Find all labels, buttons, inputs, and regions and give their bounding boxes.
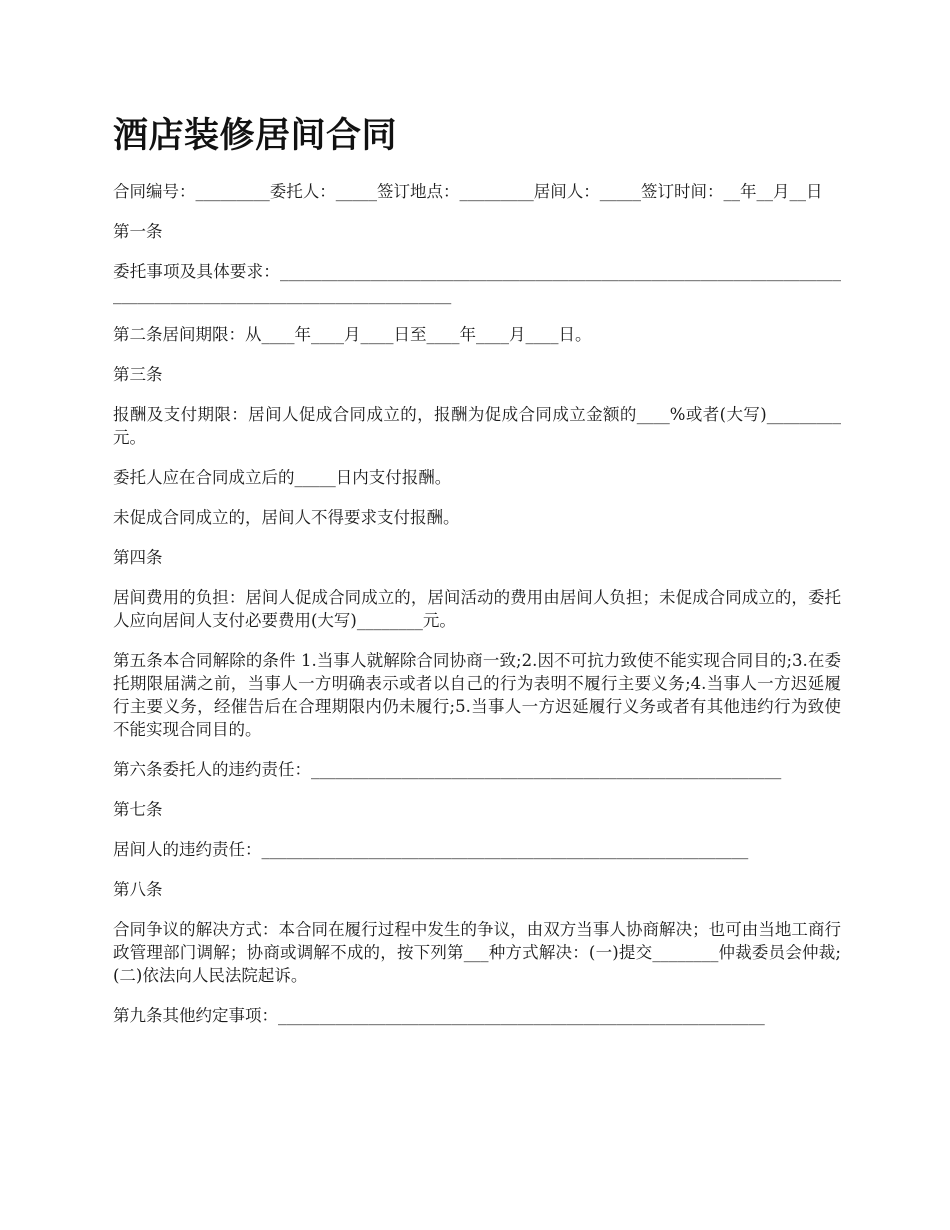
article-3-no-fee-clause: 未促成合同成立的，居间人不得要求支付报酬。 (113, 508, 460, 527)
article-8-content: 合同争议的解决方式：本合同在履行过程中发生的争议，由双方当事人协商解决；也可由当地工商行政管理部门调解；协商或调解不成的，按下列第___种方式解决：(一)提交________仲裁委员会仲裁;(二)依法向人民法院起诉。 (113, 920, 841, 985)
article-3-heading: 第三条 (113, 365, 163, 384)
article-1-content: 委托事项及具体要求：_____________________________________________________________________________________________________________ (113, 262, 841, 304)
article-4-content: 居间费用的负担：居间人促成合同成立的，居间活动的费用由居间人负担；未促成合同成立的，委托人应向居间人支付必要费用(大写)________元。 (113, 588, 841, 630)
document-title: 酒店装修居间合同 (113, 115, 398, 156)
article-3-payment-deadline: 委托人应在合同成立后的_____日内支付报酬。 (113, 468, 452, 487)
article-7-heading: 第七条 (113, 800, 163, 819)
document-page (113, 112, 841, 1044)
article-8-heading: 第八条 (113, 880, 163, 899)
article-1-heading: 第一条 (113, 222, 163, 241)
article-7-content: 居间人的违约责任：___________________________________________________________ (113, 840, 749, 859)
article-3-payment-terms: 报酬及支付期限：居间人促成合同成立的，报酬为促成合同成立金额的____%或者(大写)_________元。 (113, 405, 841, 447)
article-4-heading: 第四条 (113, 548, 163, 567)
contract-header-info: 合同编号：_________委托人：_____签订地点：_________居间人：_____签订时间：__年__月__日 (113, 182, 823, 201)
article-6-content: 第六条委托人的违约责任：_________________________________________________________ (113, 760, 782, 779)
article-2-content: 第二条居间期限：从____年____月____日至____年____月____日。 (113, 325, 592, 344)
article-9-content: 第九条其他约定事项：___________________________________________________________ (113, 1006, 765, 1025)
article-5-content: 第五条本合同解除的条件 1.当事人就解除合同协商一致;2.因不可抗力致使不能实现合同目的;3.在委托期限届满之前，当事人一方明确表示或者以自己的行为表明不履行主要义务;4.当事人一方迟延履行主要义务，经催告后在合理期限内仍未履行;5.当事人一方迟延履行义务或者有其他违约行为致使不能实现合同目的。 (113, 651, 841, 739)
